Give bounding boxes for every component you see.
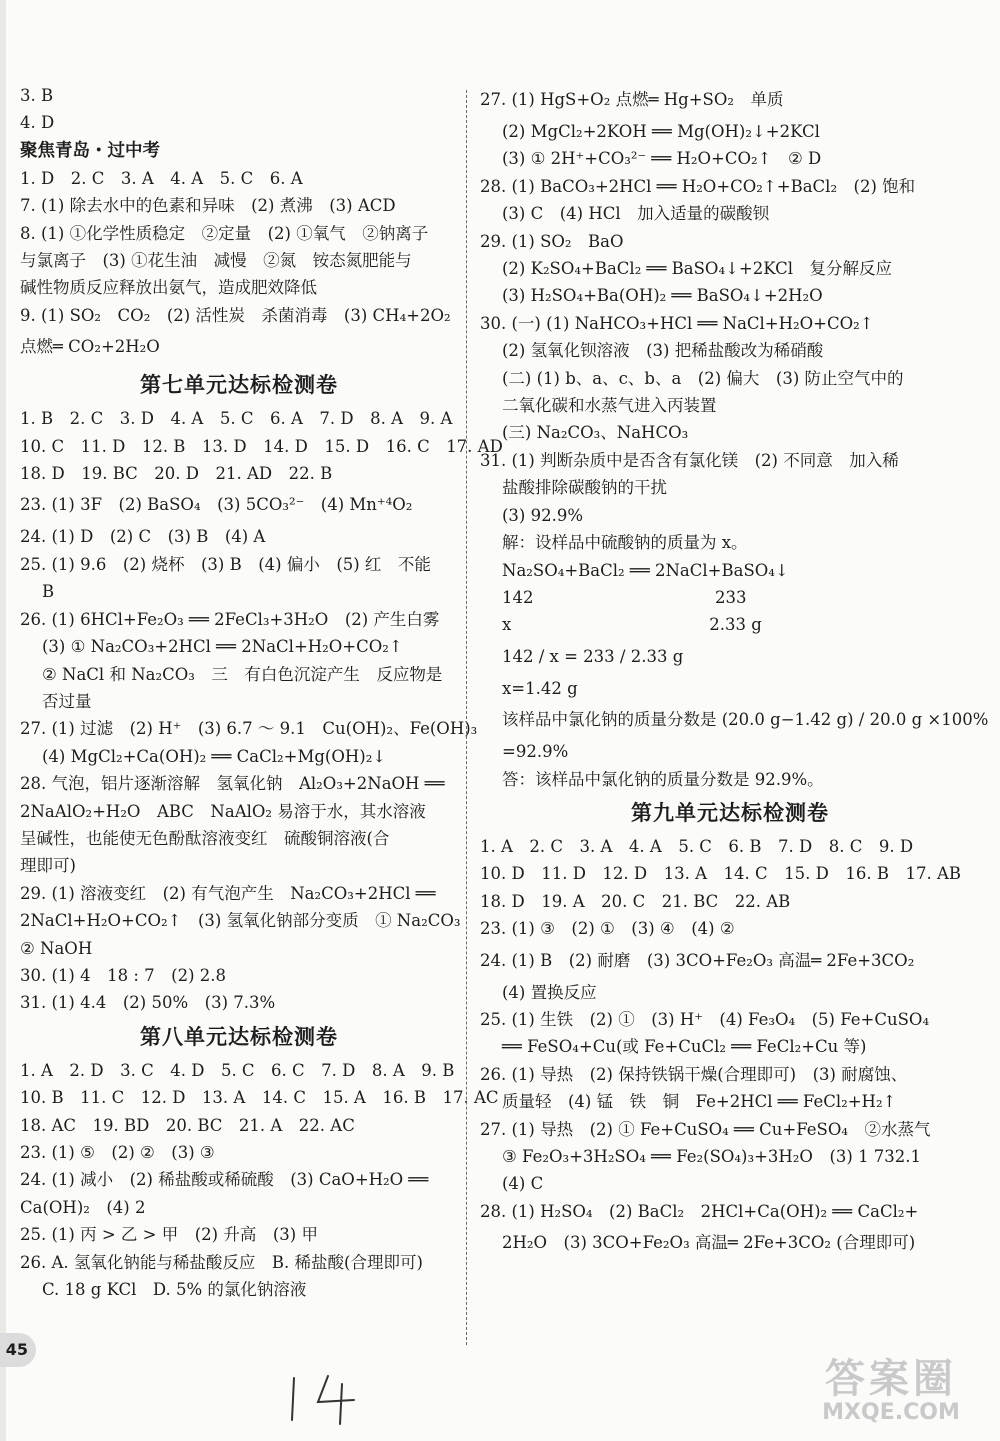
answer-line: 解：设样品中硫酸钠的质量为 x。 <box>502 533 748 553</box>
answer-line: 30. (一) (1) NaHCO₃+HCl ══ NaCl+H₂O+CO₂↑ <box>480 313 874 333</box>
answer-line: 30. (1) 4 18 : 7 (2) 2.8 <box>20 965 227 985</box>
section-heading: 第七单元达标检测卷 <box>140 373 338 398</box>
watermark <box>796 1357 986 1429</box>
answer-line: 质量轻 (4) 锰 铁 铜 Fe+2HCl ══ FeCl₂+H₂↑ <box>502 1092 897 1112</box>
answer-line: 答：该样品中氯化钠的质量分数是 92.9%。 <box>502 769 824 789</box>
answer-line: 23. (1) ⑤ (2) ② (3) ③ <box>20 1143 215 1162</box>
answer-line: 1. B 2. C 3. D 4. A 5. C 6. A 7. D 8. A 9. A <box>20 409 453 429</box>
answer-line: 盐酸排除碳酸钠的干扰 <box>502 478 667 498</box>
answer-line: (4) MgCl₂+Ca(OH)₂ ══ CaCl₂+Mg(OH)₂↓ <box>42 746 387 766</box>
left-column <box>20 82 503 1303</box>
answer-line: (2) 氢氧化钡溶液 (3) 把稀盐酸改为稀硝酸 <box>502 341 824 361</box>
section-subheading: 聚焦青岛・过中考 <box>20 140 160 161</box>
answer-line: 与氯离子 (3) ①花生油 减慢 ②氮 铵态氮肥能与 <box>20 251 412 271</box>
answer-line: B <box>42 582 55 602</box>
answer-line: 1. A 2. D 3. C 4. D 5. C 6. C 7. D 8. A 9. B <box>20 1060 455 1080</box>
answer-line: 点燃═ CO₂+2H₂O <box>20 337 160 357</box>
answer-line: =92.9% <box>502 742 569 762</box>
answer-line: 25. (1) 生铁 (2) ① (3) H⁺ (4) Fe₃O₄ (5) Fe+CuSO₄ <box>480 1009 930 1029</box>
answer-line: 该样品中氯化钠的质量分数是 (20.0 g−1.42 g) / 20.0 g ×100% <box>502 710 989 730</box>
watermark-logo: 答案圈 <box>825 1356 957 1402</box>
answer-line: 27. (1) 导热 (2) ① Fe+CuSO₄ ══ Cu+FeSO₄ ②水蒸气 <box>480 1119 931 1139</box>
answer-line: 23. (1) ③ (2) ① (3) ④ (4) ② <box>480 919 735 939</box>
handwritten-note-14 <box>280 1368 370 1428</box>
answer-line: 27. (1) 过滤 (2) H⁺ (3) 6.7 ～ 9.1 Cu(OH)₂、Fe(OH)₃ <box>20 719 478 739</box>
answer-line: Ca(OH)₂ (4) 2 <box>20 1197 146 1217</box>
answer-line: 142 / x = 233 / 2.33 g <box>502 646 684 666</box>
answer-line: (2) MgCl₂+2KOH ══ Mg(OH)₂↓+2KCl <box>502 122 820 141</box>
answer-line: 1. A 2. C 3. A 4. A 5. C 6. B 7. D 8. C 9. D <box>480 836 914 856</box>
answer-line: 24. (1) B (2) 耐磨 (3) 3CO+Fe₂O₃ 高温═ 2Fe+3CO₂ <box>480 950 915 970</box>
answer-line: 18. D 19. A 20. C 21. BC 22. AB <box>480 891 791 911</box>
answer-line: 26. (1) 6HCl+Fe₂O₃ ══ 2FeCl₃+3H₂O (2) 产生白雾 <box>20 609 440 629</box>
answer-line: 29. (1) 溶液变红 (2) 有气泡产生 Na₂CO₃+2HCl ══ <box>20 883 436 903</box>
answer-line: 碱性物质反应释放出氨气，造成肥效降低 <box>20 278 317 298</box>
answer-line: (3) H₂SO₄+Ba(OH)₂ ══ BaSO₄↓+2H₂O <box>502 286 823 306</box>
answer-line: 理即可) <box>20 856 76 876</box>
answer-line: ③ Fe₂O₃+3H₂SO₄ ══ Fe₂(SO₄)₃+3H₂O (3) 1 732.1 <box>502 1147 922 1166</box>
answer-line: 31. (1) 判断杂质中是否含有氯化镁 (2) 不同意 加入稀 <box>480 450 899 470</box>
answer-line: 2H₂O (3) 3CO+Fe₂O₃ 高温═ 2Fe+3CO₂ (合理即可) <box>502 1233 916 1253</box>
answer-line: 31. (1) 4.4 (2) 50% (3) 7.3% <box>20 993 276 1013</box>
page-number: 45 <box>0 1333 36 1367</box>
answer-line: 二氧化碳和水蒸气进入丙装置 <box>502 396 717 416</box>
answer-line: 18. D 19. BC 20. D 21. AD 22. B <box>20 464 333 484</box>
answer-line: 呈碱性，也能使无色酚酞溶液变红 硫酸铜溶液(合 <box>20 828 390 848</box>
right-column <box>480 82 989 1261</box>
answer-line: (三) Na₂CO₃、NaHCO₃ <box>502 423 689 443</box>
watermark-url: MXQE.COM <box>822 1400 960 1425</box>
answer-line: (4) 置换反应 <box>502 982 597 1002</box>
answer-line: x=1.42 g <box>502 678 578 698</box>
answer-line: 28. 气泡，铝片逐渐溶解 氢氧化钠 Al₂O₃+2NaOH ══ <box>20 774 445 794</box>
answer-line: 10. B 11. C 12. D 13. A 14. C 15. A 16. B 17. AC <box>20 1088 499 1108</box>
answer-line: 18. AC 19. BD 20. BC 21. A 22. AC <box>20 1115 355 1135</box>
answer-line: 4. D <box>20 113 55 133</box>
answer-line: (3) C (4) HCl 加入适量的碳酸钡 <box>502 204 770 224</box>
answer-line: 25. (1) 9.6 (2) 烧杯 (3) B (4) 偏小 (5) 红 不能 <box>20 554 431 574</box>
answer-line: (3) 92.9% <box>502 505 584 525</box>
answer-line: 28. (1) H₂SO₄ (2) BaCl₂ 2HCl+Ca(OH)₂ ══ CaCl₂+ <box>480 1201 919 1221</box>
answer-line: 10. C 11. D 12. B 13. D 14. D 15. D 16. C 17. AD <box>20 436 503 456</box>
answer-line: 9. (1) SO₂ CO₂ (2) 活性炭 杀菌消毒 (3) CH₄+2O₂ <box>20 305 451 325</box>
answer-line: ② NaOH <box>20 938 93 958</box>
answer-line: (2) K₂SO₄+BaCl₂ ══ BaSO₄↓+2KCl 复分解反应 <box>502 259 893 279</box>
answer-line: 142 233 <box>502 587 747 607</box>
section-heading: 第八单元达标检测卷 <box>140 1024 338 1049</box>
answer-line: 29. (1) SO₂ BaO <box>480 231 624 251</box>
answer-line: x 2.33 g <box>502 615 762 635</box>
answer-line: 26. A. 氢氧化钠能与稀盐酸反应 B. 稀盐酸(合理即可) <box>20 1252 423 1272</box>
answer-line: 2NaAlO₂+H₂O ABC NaAlO₂ 易溶于水，其水溶液 <box>20 801 426 821</box>
answer-line: 27. (1) HgS+O₂ 点燃═ Hg+SO₂ 单质 <box>480 90 784 109</box>
answer-line: (3) ① Na₂CO₃+2HCl ══ 2NaCl+H₂O+CO₂↑ <box>42 637 403 657</box>
answer-line: 7. (1) 除去水中的色素和异味 (2) 煮沸 (3) ACD <box>20 196 396 216</box>
answer-line: (3) ① 2H⁺+CO₃²⁻ ══ H₂O+CO₂↑ ② D <box>502 149 822 169</box>
answer-line: (二) (1) b、a、c、b、a (2) 偏大 (3) 防止空气中的 <box>502 368 904 388</box>
answer-line: ② NaCl 和 Na₂CO₃ 三 有白色沉淀产生 反应物是 <box>42 664 443 684</box>
column-divider <box>466 90 467 1345</box>
answer-line: 24. (1) 减小 (2) 稀盐酸或稀硫酸 (3) CaO+H₂O ══ <box>20 1170 429 1190</box>
answer-line: C. 18 g KCl D. 5% 的氯化钠溶液 <box>42 1280 307 1300</box>
answer-line: 24. (1) D (2) C (3) B (4) A <box>20 527 266 547</box>
answer-line: 10. D 11. D 12. D 13. A 14. C 15. D 16. B 17. AB <box>480 864 962 884</box>
answer-line: 3. B <box>20 86 54 105</box>
answer-line: Na₂SO₄+BaCl₂ ══ 2NaCl+BaSO₄↓ <box>502 560 789 580</box>
answer-line: 28. (1) BaCO₃+2HCl ══ H₂O+CO₂↑+BaCl₂ (2) 饱和 <box>480 176 916 196</box>
answer-line: 8. (1) ①化学性质稳定 ②定量 (2) ①氧气 ②钠离子 <box>20 223 429 243</box>
answer-line: 2NaCl+H₂O+CO₂↑ (3) 氢氧化钠部分变质 ① Na₂CO₃ <box>20 911 461 931</box>
page-edge <box>0 0 6 1441</box>
answer-line: 26. (1) 导热 (2) 保持铁锅干燥(合理即可) (3) 耐腐蚀、 <box>480 1064 908 1084</box>
section-heading: 第九单元达标检测卷 <box>631 800 829 825</box>
answer-line: 否过量 <box>42 691 92 711</box>
answer-line: 25. (1) 丙 > 乙 > 甲 (2) 升高 (3) 甲 <box>20 1225 318 1245</box>
answer-line: 1. D 2. C 3. A 4. A 5. C 6. A <box>20 168 303 188</box>
answer-line: ══ FeSO₄+Cu(或 Fe+CuCl₂ ══ FeCl₂+Cu 等) <box>502 1037 867 1057</box>
answer-line: 23. (1) 3F (2) BaSO₄ (3) 5CO₃²⁻ (4) Mn⁺⁴O₂ <box>20 495 413 515</box>
answer-line: (4) C <box>502 1174 544 1194</box>
